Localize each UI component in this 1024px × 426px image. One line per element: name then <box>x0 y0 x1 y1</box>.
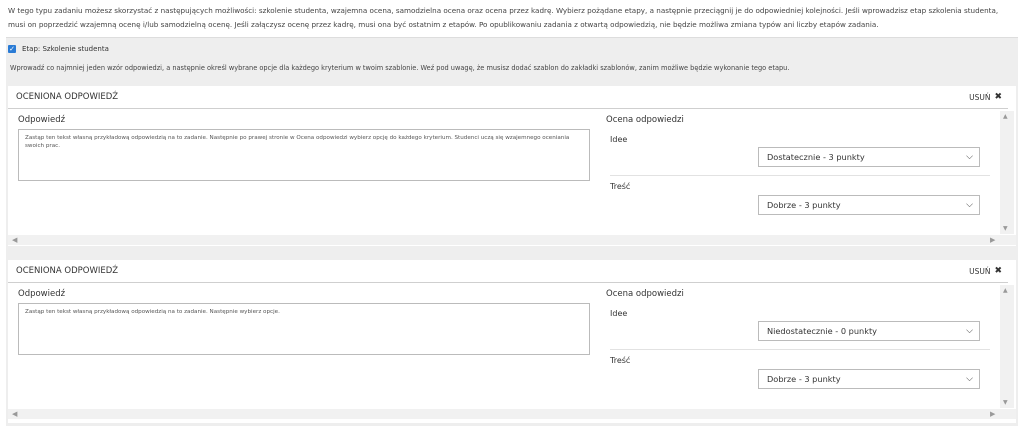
criterion-select-content[interactable] <box>758 369 980 389</box>
answer-label: Odpowiedź <box>18 115 66 125</box>
evaluation-label: Ocena odpowiedzi <box>606 115 684 125</box>
horizontal-scrollbar[interactable] <box>8 409 1016 419</box>
scroll-up-icon[interactable]: ▲ <box>1003 113 1008 120</box>
selected-option: Dostatecznie - 3 punkty <box>767 152 865 162</box>
divider <box>610 175 990 176</box>
chevron-down-icon: ⌵ <box>966 200 973 210</box>
stage-checkbox[interactable]: ✓ <box>9 45 15 53</box>
remove-label: USUŃ <box>969 92 991 102</box>
close-icon: ✖ <box>994 266 1002 276</box>
remove-label: USUŃ <box>969 266 991 276</box>
scroll-down-icon[interactable]: ▼ <box>1003 399 1008 406</box>
criterion-select-ideas[interactable] <box>758 147 980 167</box>
criterion-select-ideas[interactable] <box>758 321 980 341</box>
stage-instructions: Wprowadź co najmniej jeden wzór odpowiedzi, a następnie określ wybrane opcje dla każdego kryterium w twoim szablonie. Weź pod uwagę, że musisz dodać szablon do zakładki szablonów, zanim możliwe będzie wykonanie tego etapu. <box>10 64 790 72</box>
card-header <box>8 260 1008 283</box>
intro-text: W tego typu zadaniu możesz skorzystać z następujących możliwości: szkolenie studenta, wzajemna ocena, samodzielna ocena oraz ocena przez kadrę. Wybierz pożądane etapy, a następnie przeciągnij je do odpowiedniej kolejności. Jeśli wprowadzisz etap szkolenia studenta, musi on poprzedzić wzajemną ocenę i/lub samodzielną ocenę. Jeśli załączysz ocenę przez kadrę, musi ona być ostatnim z etapów. Po opublikowaniu zadania z otwartą odpowiedzią, nie będzie możliwa zmiana typów ani liczby etapów zadania. <box>8 6 999 29</box>
scroll-down-icon[interactable]: ▼ <box>1003 225 1008 232</box>
criterion-label-content: Treść <box>610 182 631 191</box>
vertical-scrollbar[interactable] <box>1000 285 1014 408</box>
answer-textarea[interactable]: Zastąp ten tekst własną przykładową odpowiedzią na to zadanie. Następnie po prawej stronie w Ocena odpowiedzi wybierz opcję do każdego kryterium. Studenci uczą się wzajemnego oceniania swoich prac. <box>18 129 590 181</box>
scroll-left-icon[interactable]: ◀ <box>12 410 18 418</box>
answer-label: Odpowiedź <box>18 289 66 299</box>
criterion-label-ideas: Idee <box>610 135 628 144</box>
evaluation-label: Ocena odpowiedzi <box>606 289 684 299</box>
scroll-up-icon[interactable]: ▲ <box>1003 287 1008 294</box>
criterion-label-ideas: Idee <box>610 309 628 318</box>
chevron-down-icon: ⌵ <box>966 152 973 162</box>
selected-option: Dobrze - 3 punkty <box>767 200 841 210</box>
selected-option: Dobrze - 3 punkty <box>767 374 841 384</box>
remove-button[interactable] <box>969 92 1002 102</box>
criterion-label-content: Treść <box>610 356 631 365</box>
graded-answer-card <box>8 86 1016 246</box>
card-title: OCENIONA ODPOWIEDŹ <box>16 92 119 102</box>
chevron-down-icon: ⌵ <box>966 326 973 336</box>
chevron-down-icon: ⌵ <box>966 374 973 384</box>
scroll-left-icon[interactable]: ◀ <box>12 236 18 244</box>
scroll-right-icon[interactable]: ▶ <box>990 236 996 244</box>
card-header <box>8 86 1008 109</box>
horizontal-scrollbar[interactable] <box>8 235 1016 245</box>
close-icon: ✖ <box>994 92 1002 102</box>
stage-row[interactable] <box>8 43 109 55</box>
answer-textarea[interactable]: Zastąp ten tekst własną przykładową odpowiedzią na to zadanie. Następnie wybierz opcje. <box>18 303 590 355</box>
card-title: OCENIONA ODPOWIEDŹ <box>16 266 119 276</box>
scroll-right-icon[interactable]: ▶ <box>990 410 996 418</box>
remove-button[interactable] <box>969 266 1002 276</box>
vertical-scrollbar[interactable] <box>1000 111 1014 234</box>
stage-label: Etap: Szkolenie studenta <box>22 45 109 53</box>
graded-answer-card <box>8 260 1016 423</box>
divider <box>610 349 990 350</box>
selected-option: Niedostatecznie - 0 punkty <box>767 326 878 336</box>
criterion-select-content[interactable] <box>758 195 980 215</box>
